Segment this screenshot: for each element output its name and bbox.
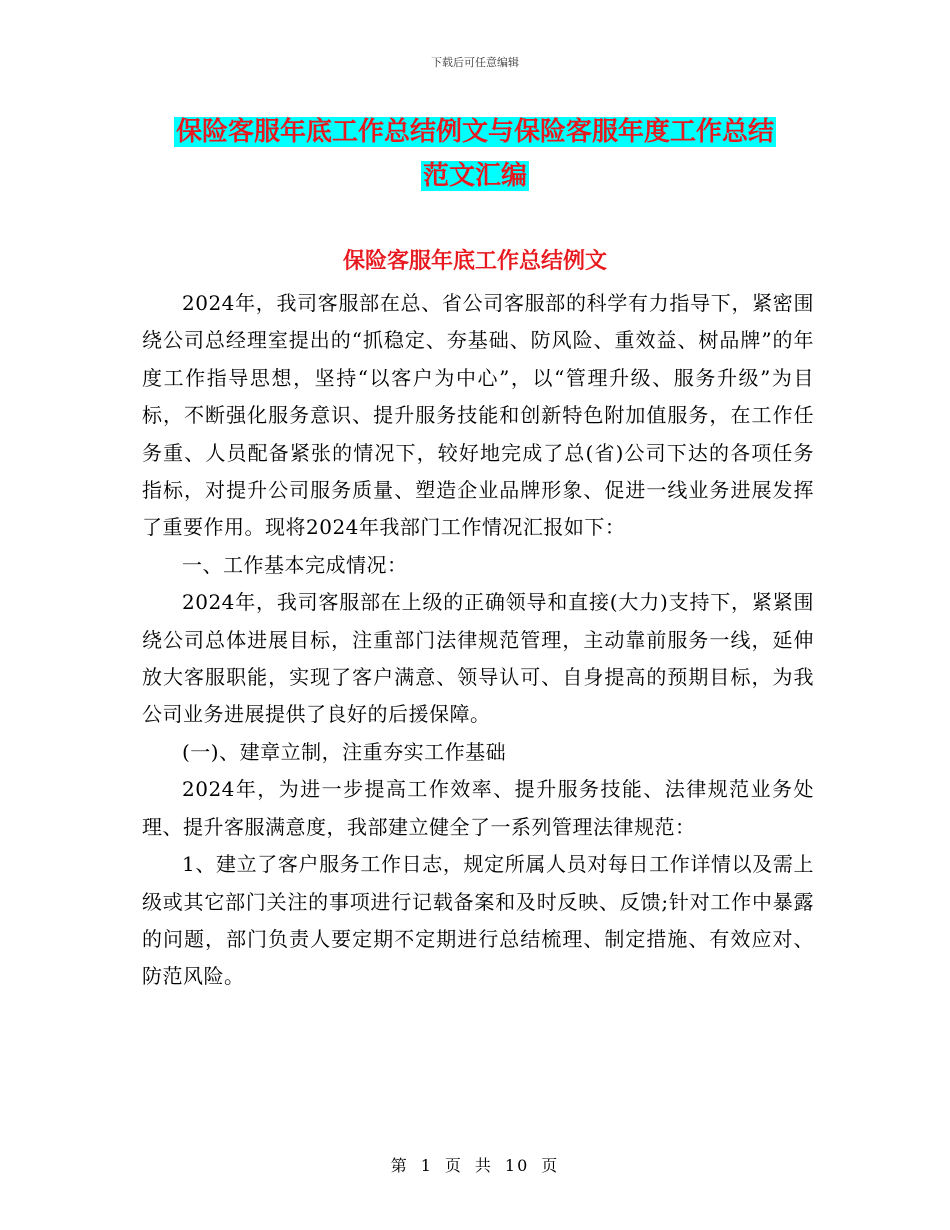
- page-number: 1: [420, 1156, 433, 1175]
- page-unit: 页: [444, 1156, 463, 1175]
- total-pages: 10: [504, 1156, 530, 1175]
- document-body: [142, 285, 814, 996]
- paragraph: 2024年，我司客服部在上级的正确领导和直接(大力)支持下，紧紧围绕公司总体进展目标，注重部门法律规范管理，主动靠前服务一线，延伸放大客服职能，实现了客户满意、领导认可、自身提高的预期目标，为我公司业务进展提供了良好的后援保障。: [142, 590, 814, 727]
- paragraph: (一)、建章立制，注重夯实工作基础: [182, 739, 507, 764]
- page-footer: [0, 1153, 950, 1176]
- paragraph: 2024年，我司客服部在总、省公司客服部的科学有力指导下，紧密围绕公司总经理室提出的“抓稳定、夯基础、防风险、重效益、树品牌”的年度工作指导思想，坚持“以客户为中心”，以“管理升级、服务升级”为目标，不断强化服务意识、提升服务技能和创新特色附加值服务，在工作任务重、人员配备紧张的情况下，较好地完成了总(省)公司下达的各项任务指标，对提升公司服务质量、塑造企业品牌形象、促进一线业务进展发挥了重要作用。现将2024年我部门工作情况汇报如下：: [142, 291, 814, 540]
- paragraph: 一、工作基本完成情况：: [182, 552, 408, 577]
- document-title: [0, 110, 950, 198]
- header-note: 下载后可任意编辑: [431, 56, 519, 69]
- total-label: 共: [474, 1156, 493, 1175]
- title-line-1: 保险客服年底工作总结例文与保险客服年度工作总结: [175, 117, 774, 147]
- title-line-2: 范文汇编: [422, 161, 527, 191]
- section-title: 保险客服年底工作总结例文: [342, 248, 607, 274]
- total-unit: 页: [541, 1156, 560, 1175]
- paragraph: 2024年，为进一步提高工作效率、提升服务技能、法律规范业务处理、提升客服满意度，我部建立健全了一系列管理法律规范：: [142, 777, 814, 839]
- page-label: 第: [390, 1156, 409, 1175]
- paragraph: 1、建立了客户服务工作日志，规定所属人员对每日工作详情以及需上级或其它部门关注的事项进行记载备案和及时反映、反馈;针对工作中暴露的问题，部门负责人要定期不定期进行总结梳理、制定措施、有效应对、防范风险。: [142, 852, 814, 989]
